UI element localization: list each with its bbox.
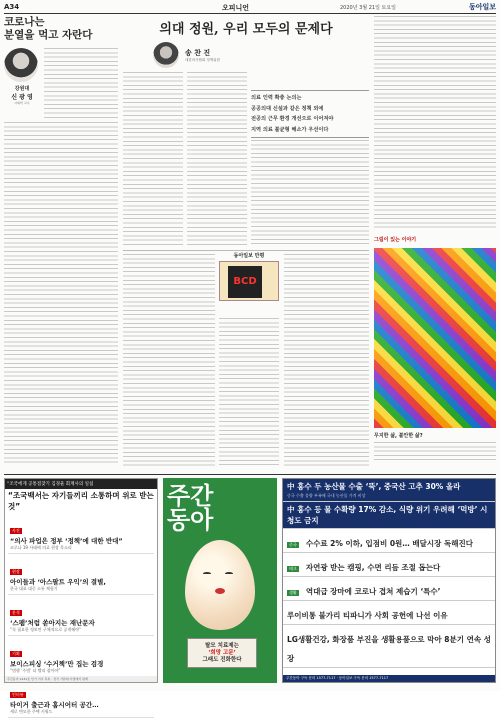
ad-row xyxy=(283,577,495,601)
pull-quote-line: 공공의대 신설과 같은 정책 외에 xyxy=(251,105,324,112)
center-body-col2 xyxy=(187,72,247,246)
left-body-text-2 xyxy=(4,122,118,464)
magazine-title: 주간 동아 xyxy=(167,481,214,534)
cartoon-panel xyxy=(219,261,279,301)
right-column xyxy=(374,16,496,470)
ad-block-headline: ‘스팸’처럼 쏟아지는 재난문자 xyxy=(10,619,95,627)
masthead xyxy=(4,2,496,14)
ad-tag: 현장 xyxy=(12,569,20,574)
ad-block-sub: 세로 변모한 주택 키워드 xyxy=(10,709,53,714)
egg-eye-right xyxy=(225,572,233,575)
ad-block xyxy=(8,638,154,677)
egg-mouth xyxy=(215,588,225,594)
ad-block-sub: “꼭 필요한 정보만 구체적으로 공개해야” xyxy=(10,627,82,632)
ad-row-headline: 역대급 장마에 코로나 겹쳐 제습기 ‘특수’ xyxy=(305,587,441,596)
lower-body-col2 xyxy=(219,318,279,468)
egg-eye-left xyxy=(203,572,211,575)
sticker-line: ‘희망 고문’ xyxy=(208,650,236,656)
ad-row-headline: LG생활건강, 화장품 부진을 생활용품으로 막아 8분기 연속 성장 xyxy=(287,635,491,663)
ad-block xyxy=(8,556,154,595)
pull-quote-line: 전공의 근무 환경 개선으로 이어져야 xyxy=(251,116,334,122)
ad-tag: 기획 xyxy=(12,651,20,656)
sticker-line: 그래도 진화한다 xyxy=(202,657,242,663)
section-title: 오피니언 xyxy=(222,4,250,12)
center-author-role: 대한의사협회 정책위원 xyxy=(185,58,220,62)
cartoon-title: 동아일보 만평 xyxy=(233,253,265,259)
ad-block-sub: 한국 대표 대중 소통 체험기 xyxy=(10,586,58,591)
ad-block-headline: “의사 파업은 정부 ‘정책’에 대한 반대” xyxy=(10,537,123,545)
photo-feature-accent: 이야기 xyxy=(401,237,417,243)
ad-row-headline: 루이비통 불가리 티파니가 사회 공헌에 나선 이유 xyxy=(287,611,448,620)
left-author xyxy=(4,48,44,118)
ad-row-headline: 中 홍수 두 농산물 수출 ‘뚝’, 중국산 고추 30% 올라 xyxy=(287,482,461,491)
ad-main-headline: “조국백서는 자기들끼리 소통하며 위로 받는 것” xyxy=(8,491,154,511)
author-role: 사회학 교수 xyxy=(14,101,30,105)
ad-footer: 주간동아 1231호 인기 기사 목록 · 전국 가판대·서점에서 판매 xyxy=(5,676,157,682)
author-name: 신 광 영 xyxy=(11,94,33,101)
ad-block-sub: 코로나 19 사태에 의료 현장 목소리 xyxy=(10,545,72,550)
photo-feature-label: 그림이 있는 xyxy=(374,237,402,243)
ad-row xyxy=(283,529,495,553)
ad-row-tag: 생활 xyxy=(289,590,297,595)
ad-tag: 사진 xyxy=(12,528,20,533)
center-body-col3 xyxy=(251,140,369,246)
ad-block-headline: 보이스피싱 ‘수거책’만 집는 검경 xyxy=(10,660,104,668)
colorful-paint-photo xyxy=(374,248,496,428)
ad-row-headline: 수수료 2% 이하, 입점비 0원… 배달시장 독해진다 xyxy=(305,539,473,548)
right-body-text xyxy=(374,16,496,230)
ad-row xyxy=(283,625,495,668)
ad-block-sub: “범행 ‘주범’ 더 빨리 잡아야” xyxy=(10,668,61,673)
center-author-name: 송 찬 진 xyxy=(185,49,211,57)
lower-body-col1 xyxy=(123,254,215,468)
ad-row-sub: 중국 수출 물량 부족에 국내 농산물 가격 비상 xyxy=(287,493,366,498)
ad-row-tag: 중국 xyxy=(289,542,297,547)
page-number: A34 xyxy=(4,3,20,11)
pull-quote xyxy=(251,90,369,138)
left-body-text xyxy=(44,48,118,118)
left-column-article xyxy=(4,16,118,470)
center-headline: 의대 정원, 우리 모두의 문제다 xyxy=(159,22,333,37)
cover-sticker xyxy=(187,638,257,668)
pull-quote-line: 지역 의료 불균형 해소가 우선이다 xyxy=(251,126,329,133)
weekly-magazine-cover[interactable] xyxy=(163,478,277,683)
ad-row-headline: 자연광 받는 캠핑, 수면 리듬 조절 돕는다 xyxy=(305,563,441,572)
ad-block xyxy=(8,597,154,636)
author-affiliation: 강원대 xyxy=(14,86,30,92)
ad-tag: 인터뷰 xyxy=(12,692,24,697)
center-body-col1 xyxy=(123,72,183,246)
issue-date: 2020년 3월 21일 토요일 xyxy=(340,5,397,11)
sticker-line: 탈모 치료제는 xyxy=(205,643,239,649)
ad-block xyxy=(8,679,154,718)
ad-row xyxy=(283,502,495,529)
editorial-cartoon xyxy=(219,252,279,314)
ad-block-headline: 타이거 출근과 홈시어터 공간… xyxy=(10,701,99,709)
photo-caption-text xyxy=(374,442,496,462)
weekly-magazine-ad-right[interactable] xyxy=(282,478,496,683)
lower-body-col3 xyxy=(284,254,369,468)
ad-tag: 분석 xyxy=(12,610,20,615)
ad-footer: 주간동아 구독 문의 1577-7117 · 동아일보 구독 문의 1577-7117 xyxy=(283,675,495,682)
ad-top-line: “조국에게 공통점찾기 김경율 회계사의 일침 xyxy=(5,479,157,489)
advertisement-area xyxy=(4,474,496,714)
photo-question: 무지한 삶, 불안한 삶? xyxy=(374,433,423,439)
ad-row xyxy=(283,553,495,577)
weekly-magazine-ad-left[interactable] xyxy=(4,478,158,714)
ad-row xyxy=(283,601,495,625)
section-divider xyxy=(123,250,369,251)
ad-row-tag: 테크 xyxy=(289,566,297,571)
left-headline: 코로나는 분열을 먹고 자란다 xyxy=(4,16,93,41)
egg-illustration xyxy=(185,540,255,630)
ad-row xyxy=(283,479,495,502)
ad-block-headline: 아이들과 ‘아스팔트 우익’의 결별, xyxy=(10,578,106,586)
author-photo xyxy=(4,48,38,82)
newspaper-logo: 동아일보 xyxy=(468,3,496,11)
photo-feature-title xyxy=(374,236,416,243)
center-author-photo xyxy=(153,42,179,68)
ad-row-headline: 中 홍수 등 물 수확량 17% 감소, 식량 위기 우려해 ‘먹방’ 시청도 금지 xyxy=(287,505,488,525)
ad-block xyxy=(8,515,154,554)
cartoon-can: BCD xyxy=(228,266,262,298)
pull-quote-line: 의료 인력 확충 논의는 xyxy=(251,95,302,101)
center-opinion-article xyxy=(123,16,369,248)
